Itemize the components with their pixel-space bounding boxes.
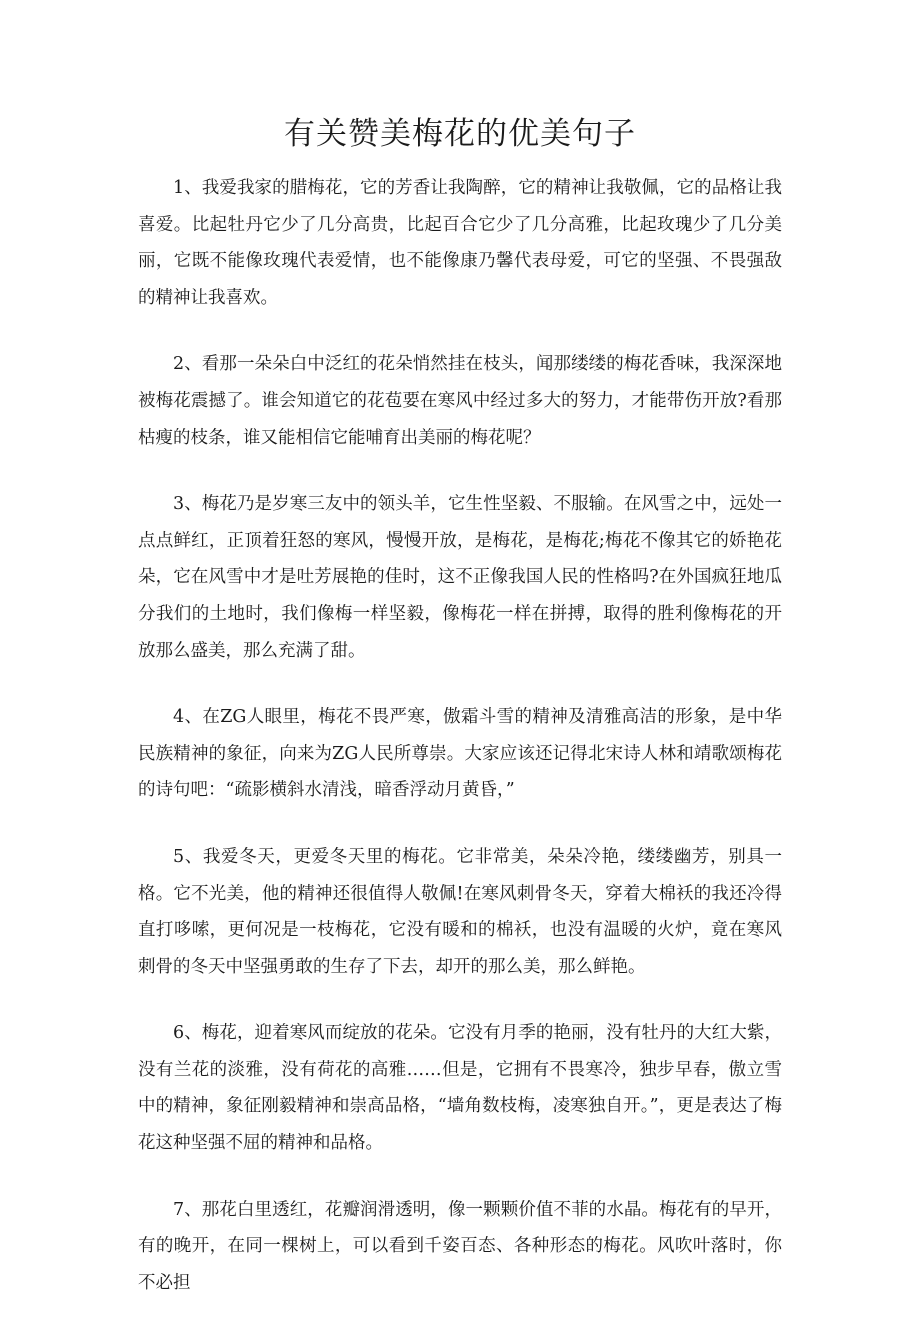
document-title: 有关赞美梅花的优美句子 [284, 116, 636, 152]
document-body [138, 170, 782, 1331]
paragraph-6: 6、梅花，迎着寒风而绽放的花朵。它没有月季的艳丽，没有牡丹的大红大紫，没有兰花的淡雅，没有荷花的高雅……但是，它拥有不畏寒冷，独步早春，傲立雪中的精神，象征刚毅精神和崇高品格，“墙角数枝梅，凌寒独自开。”，更是表达了梅花这种坚强不屈的精神和品格。 [138, 1023, 782, 1154]
paragraph-1: 1、我爱我家的腊梅花，它的芳香让我陶醉，它的精神让我敬佩，它的品格让我喜爱。比起牡丹它少了几分高贵，比起百合它少了几分高雅，比起玫瑰少了几分美丽，它既不能像玫瑰代表爱情，也不能像康乃馨代表母爱，可它的坚强、不畏强敌的精神让我喜欢。 [138, 178, 782, 308]
paragraph-7: 7、那花白里透红，花瓣润滑透明，像一颗颗价值不菲的水晶。梅花有的早开，有的晚开，在同一棵树上，可以看到千姿百态、各种形态的梅花。风吹叶落时，你不必担 [138, 1199, 782, 1293]
paragraph-2: 2、看那一朵朵白中泛红的花朵悄然挂在枝头，闻那缕缕的梅花香味，我深深地被梅花震撼了。谁会知道它的花苞要在寒风中经过多大的努力，才能带伤开放?看那枯瘦的枝条，谁又能相信它能哺育出美丽的梅花呢？ [138, 354, 782, 448]
paragraph-3: 3、梅花乃是岁寒三友中的领头羊，它生性坚毅、不服输。在风雪之中，远处一点点鲜红，正顶着狂怒的寒风，慢慢开放，是梅花，是梅花;梅花不像其它的娇艳花朵，它在风雪中才是吐芳展艳的佳时，这不正像我国人民的性格吗?在外国疯狂地瓜分我们的土地时，我们像梅一样坚毅，像梅花一样在拼搏，取得的胜利像梅花的开放那么盛美，那么充满了甜。 [138, 494, 782, 661]
paragraph-4: 4、在ZG人眼里，梅花不畏严寒，傲霜斗雪的精神及清雅高洁的形象，是中华民族精神的象征，向来为ZG人民所尊崇。大家应该还记得北宋诗人林和靖歌颂梅花的诗句吧：“疏影横斜水清浅，暗香浮动月黄昏，” [138, 707, 782, 801]
paragraph-5: 5、我爱冬天，更爱冬天里的梅花。它非常美，朵朵冷艳，缕缕幽芳，别具一格。它不光美，他的精神还很值得人敬佩!在寒风刺骨冬天，穿着大棉袄的我还冷得直打哆嗦，更何况是一枝梅花，它没有暖和的棉袄，也没有温暖的火炉，竟在寒风刺骨的冬天中坚强勇敢的生存了下去，却开的那么美，那么鲜艳。 [138, 846, 782, 977]
